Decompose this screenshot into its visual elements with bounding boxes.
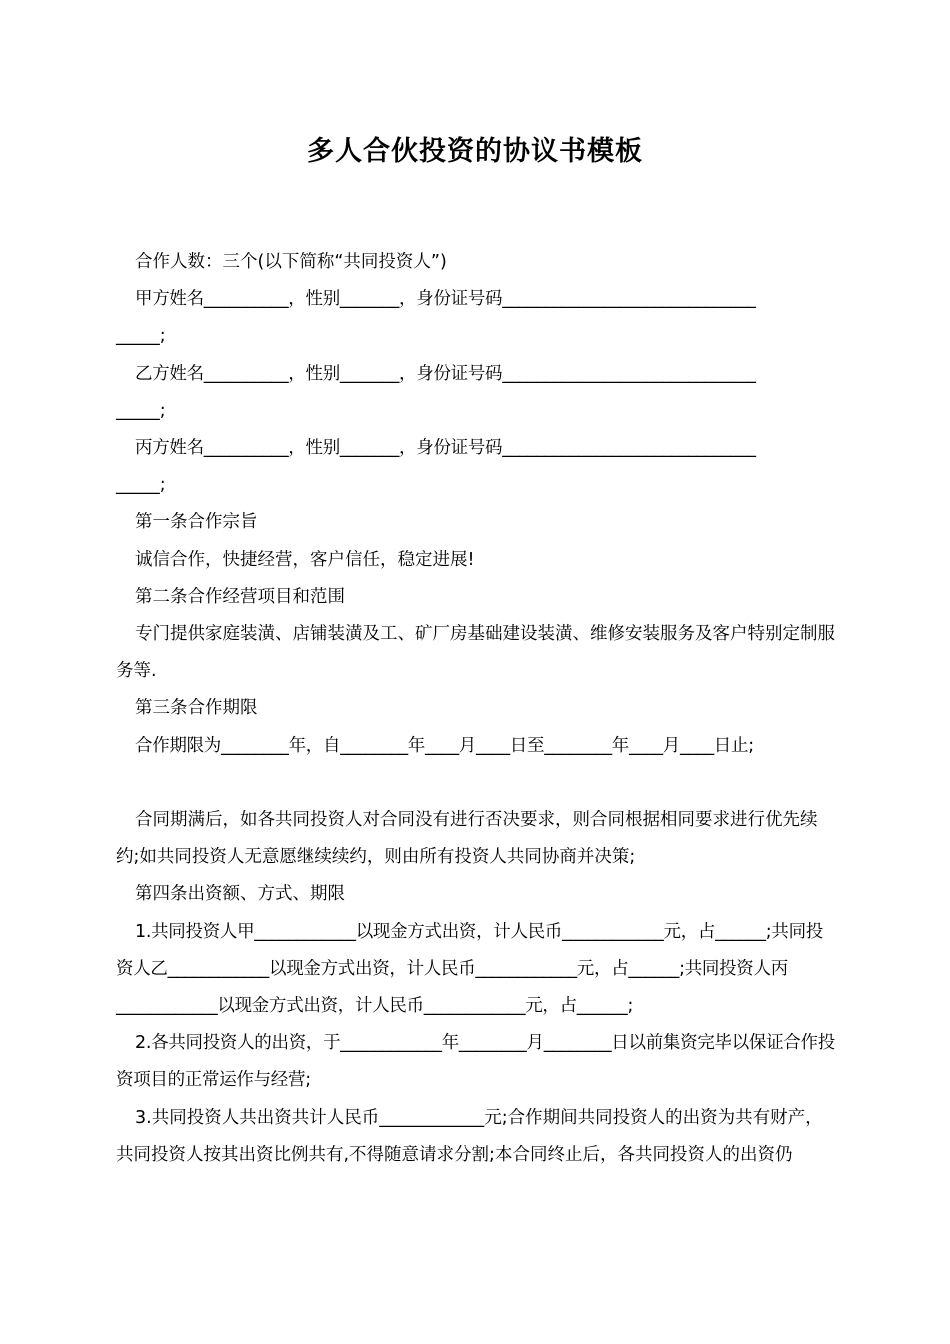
paragraph-party-a-cont: _____; (116, 326, 166, 347)
blank-line (116, 765, 836, 802)
paragraph-article-3-term: 合作期限为________年，自________年____月____日至________年____月____日止; (135, 735, 754, 756)
paragraph-article-4-item-1: 1.共同投资人甲____________以现金方式出资，计人民币____________元，占______;共同投资人乙____________以现金方式出资，计人民币____________元，占______;共同投资人丙____________以现金方式出资，计人民币____________元，占______; (116, 921, 823, 1017)
paragraph-article-3-renewal: 合同期满后，如各共同投资人对合同没有进行否决要求，则合同根据相同要求进行优先续约;如共同投资人无意愿继续续约，则由所有投资人共同协商并决策; (116, 810, 818, 868)
paragraph-party-c-cont: _____; (116, 475, 166, 496)
paragraph-article-2: 专门提供家庭装潢、店铺装潢及工、矿厂房基础建设装潢、维修安装服务及客户特别定制服务等. (116, 624, 835, 682)
paragraph-party-b: 乙方姓名__________，性别_______，身份证号码______________________________ (135, 363, 756, 384)
document-body (116, 244, 836, 1174)
heading-article-2: 第二条合作经营项目和范围 (135, 586, 345, 607)
heading-article-1: 第一条合作宗旨 (135, 512, 258, 533)
paragraph-party-c: 丙方姓名__________，性别_______，身份证号码______________________________ (135, 438, 756, 459)
paragraph-article-4-item-2: 2.各共同投资人的出资，于____________年________月________日以前集资完毕以保证合作投资项目的正常运作与经营; (116, 1033, 835, 1091)
paragraph-party-a: 甲方姓名__________，性别_______，身份证号码______________________________ (135, 289, 756, 310)
heading-article-4: 第四条出资额、方式、期限 (135, 884, 345, 905)
document-title: 多人合伙投资的协议书模板 (307, 136, 643, 167)
paragraph-partner-count: 合作人数：三个(以下简称“共同投资人”) (135, 252, 447, 272)
paragraph-article-1: 诚信合作，快捷经营，客户信任，稳定进展! (135, 549, 475, 570)
paragraph-article-4-item-3: 3.共同投资人共出资共计人民币____________元;合作期间共同投资人的出资为共有财产，共同投资人按其出资比例共有,不得随意请求分割;本合同终止后，各共同投资人的出资仍 (116, 1107, 823, 1165)
paragraph-party-b-cont: _____; (116, 400, 166, 421)
heading-article-3: 第三条合作期限 (135, 698, 258, 719)
